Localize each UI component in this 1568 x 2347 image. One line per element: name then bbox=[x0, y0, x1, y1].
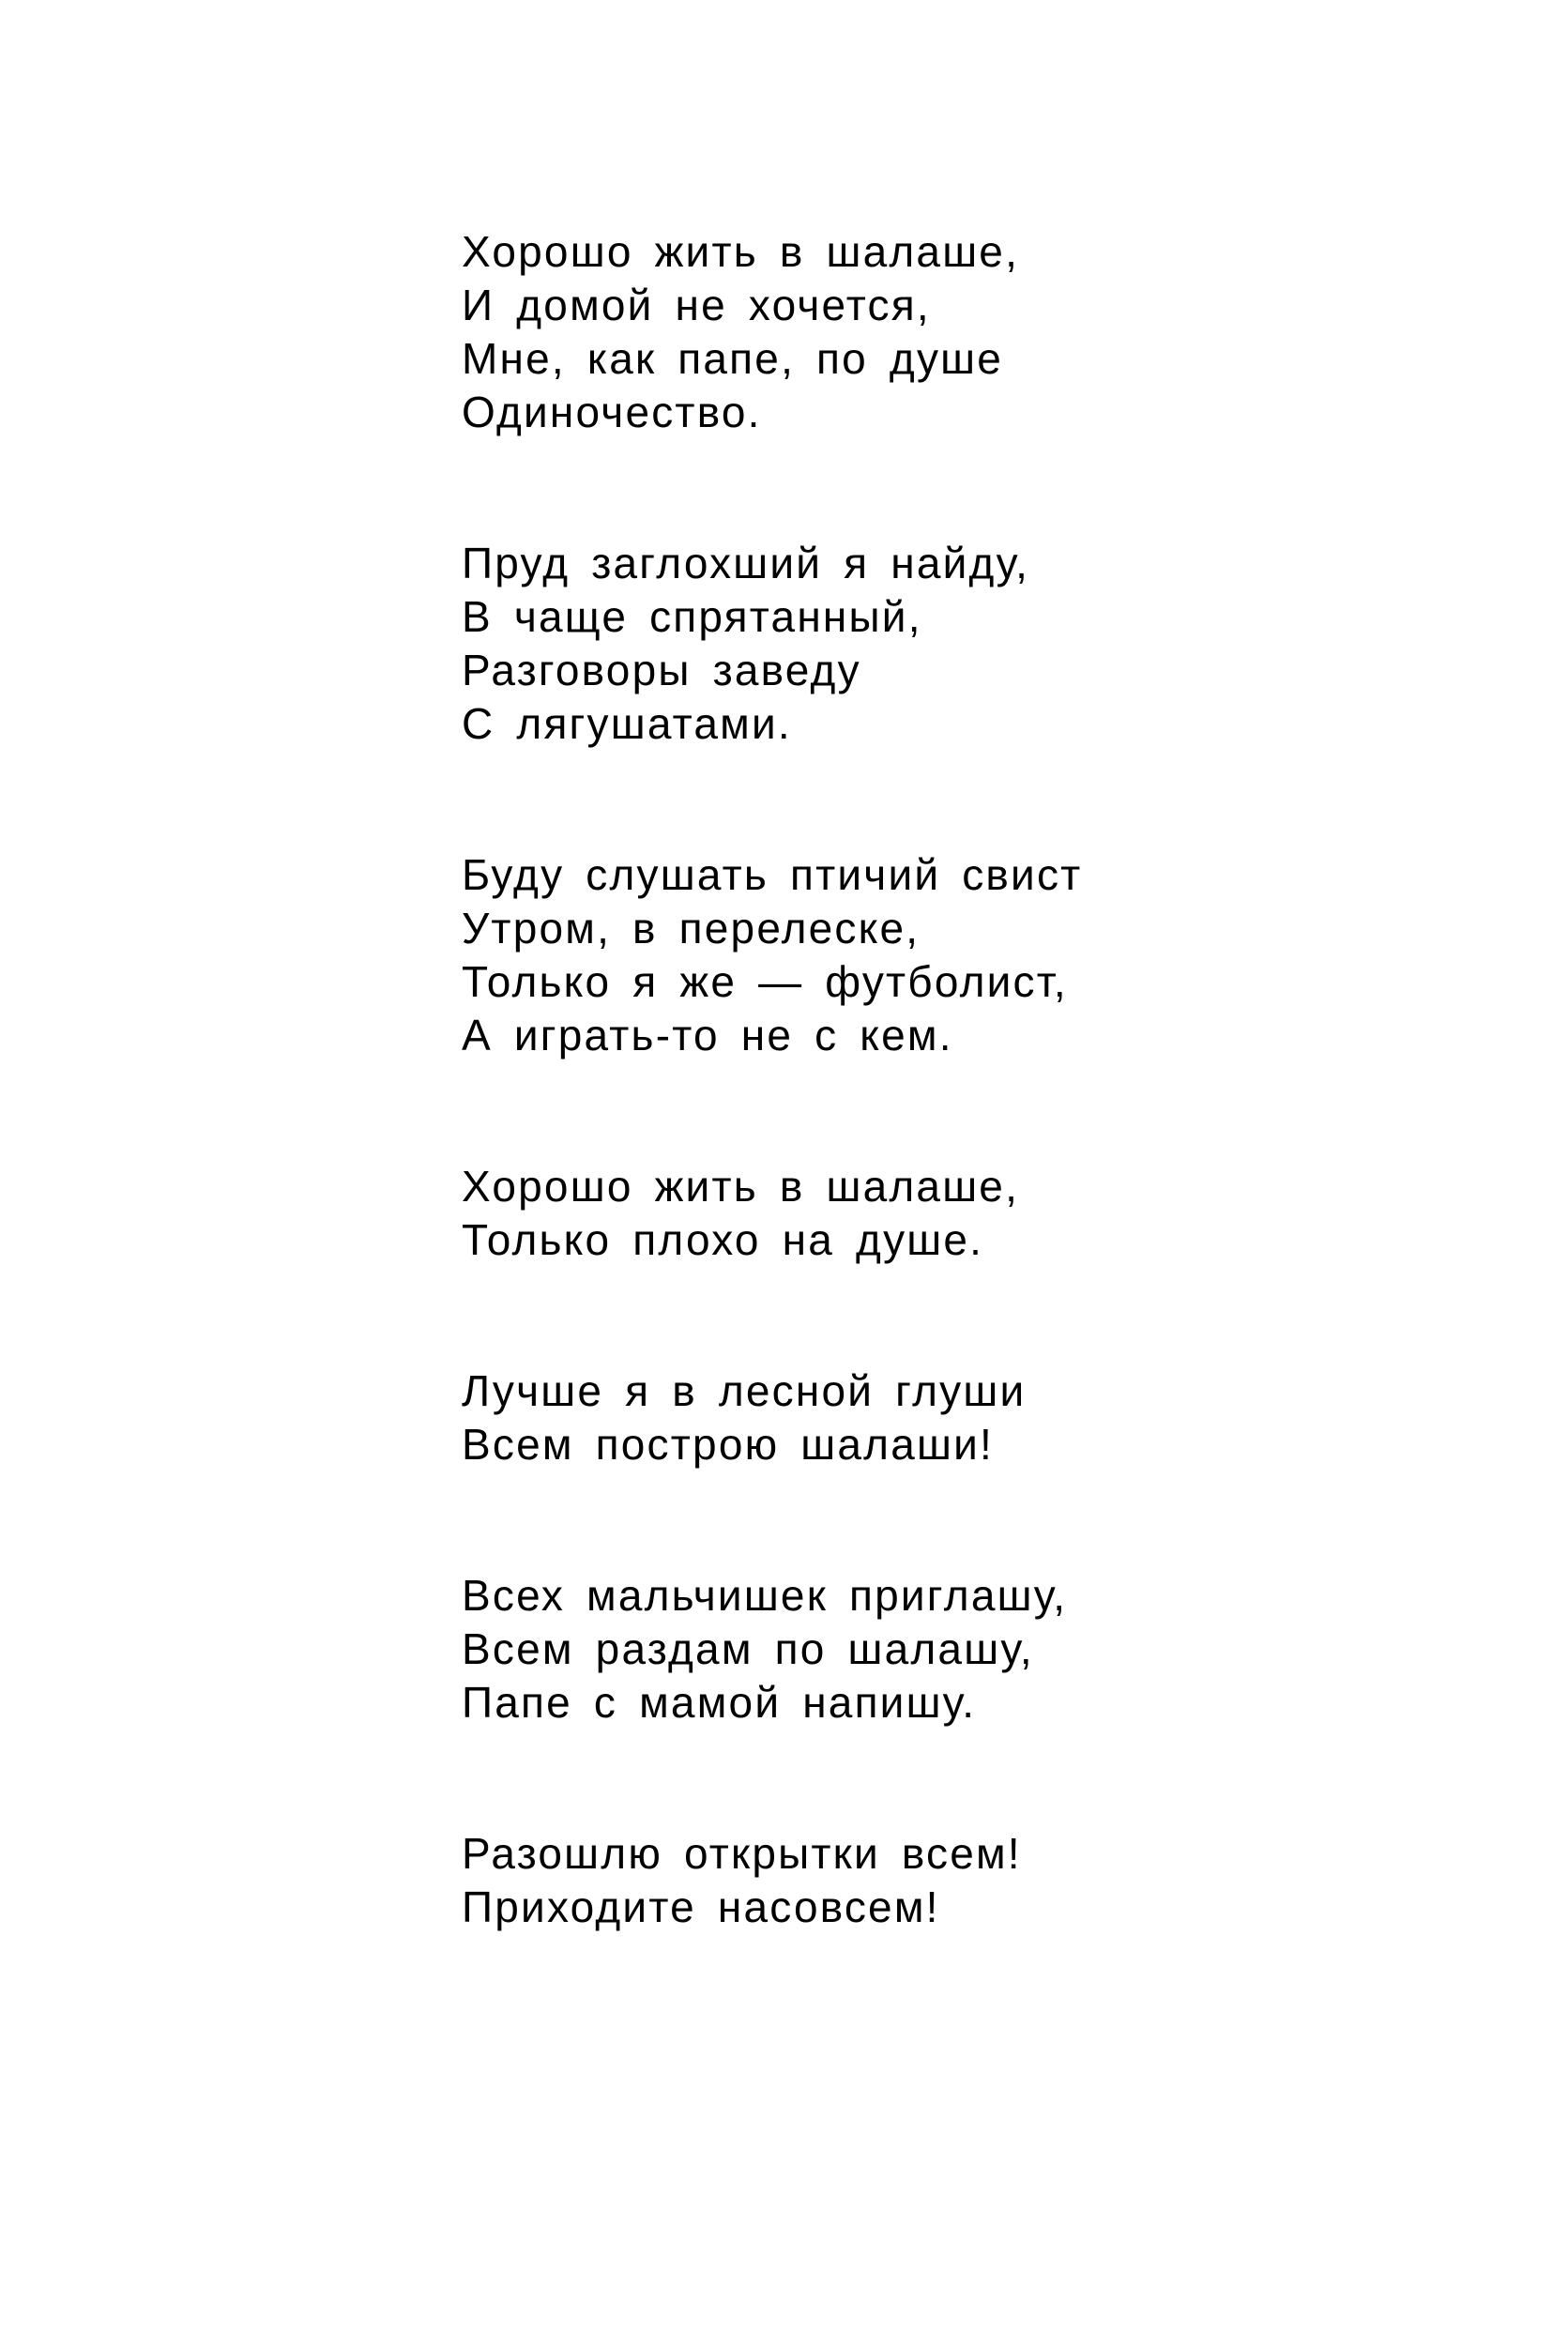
poem-line: Всех мальчишек приглашу, bbox=[462, 1571, 1068, 1620]
poem-line: Только я же — футболист, bbox=[462, 957, 1068, 1006]
poem-line: С лягушатами. bbox=[462, 699, 792, 748]
stanza-1 bbox=[462, 225, 1494, 439]
poem-line: Приходите насовсем! bbox=[462, 1882, 940, 1931]
poem-line: Всем построю шалаши! bbox=[462, 1420, 994, 1469]
poem-line: Пруд заглохший я найду, bbox=[462, 539, 1030, 587]
poem-text bbox=[462, 225, 1494, 1934]
stanza-2 bbox=[462, 537, 1494, 751]
poem-line: Утром, в перелеске, bbox=[462, 904, 921, 953]
stanza-5 bbox=[462, 1364, 1494, 1471]
poem-line: Буду слушать птичий свист bbox=[462, 850, 1083, 899]
stanza-4 bbox=[462, 1160, 1494, 1267]
poem-line: Всем раздам по шалашу, bbox=[462, 1624, 1034, 1673]
poem-line: И домой не хочется, bbox=[462, 281, 931, 329]
poem-line: Мне, как папе, по душе bbox=[462, 334, 1004, 383]
stanza-6 bbox=[462, 1569, 1494, 1730]
poem-line: В чаще спрятанный, bbox=[462, 592, 922, 641]
poem-line: Лучше я в лесной глуши bbox=[462, 1366, 1027, 1415]
poem-line: Папе с мамой напишу. bbox=[462, 1678, 977, 1727]
poem-line: Разошлю открытки всем! bbox=[462, 1829, 1022, 1878]
stanza-7 bbox=[462, 1827, 1494, 1934]
poem-line: Хорошо жить в шалаше, bbox=[462, 227, 1020, 276]
poem-line: Только плохо на душе. bbox=[462, 1215, 984, 1264]
poem-line: Одиночество. bbox=[462, 388, 762, 436]
stanza-3 bbox=[462, 848, 1494, 1062]
poem-line: Хорошо жить в шалаше, bbox=[462, 1162, 1020, 1211]
poem-line: А играть-то не с кем. bbox=[462, 1011, 953, 1059]
poem-line: Разговоры заведу bbox=[462, 646, 861, 694]
